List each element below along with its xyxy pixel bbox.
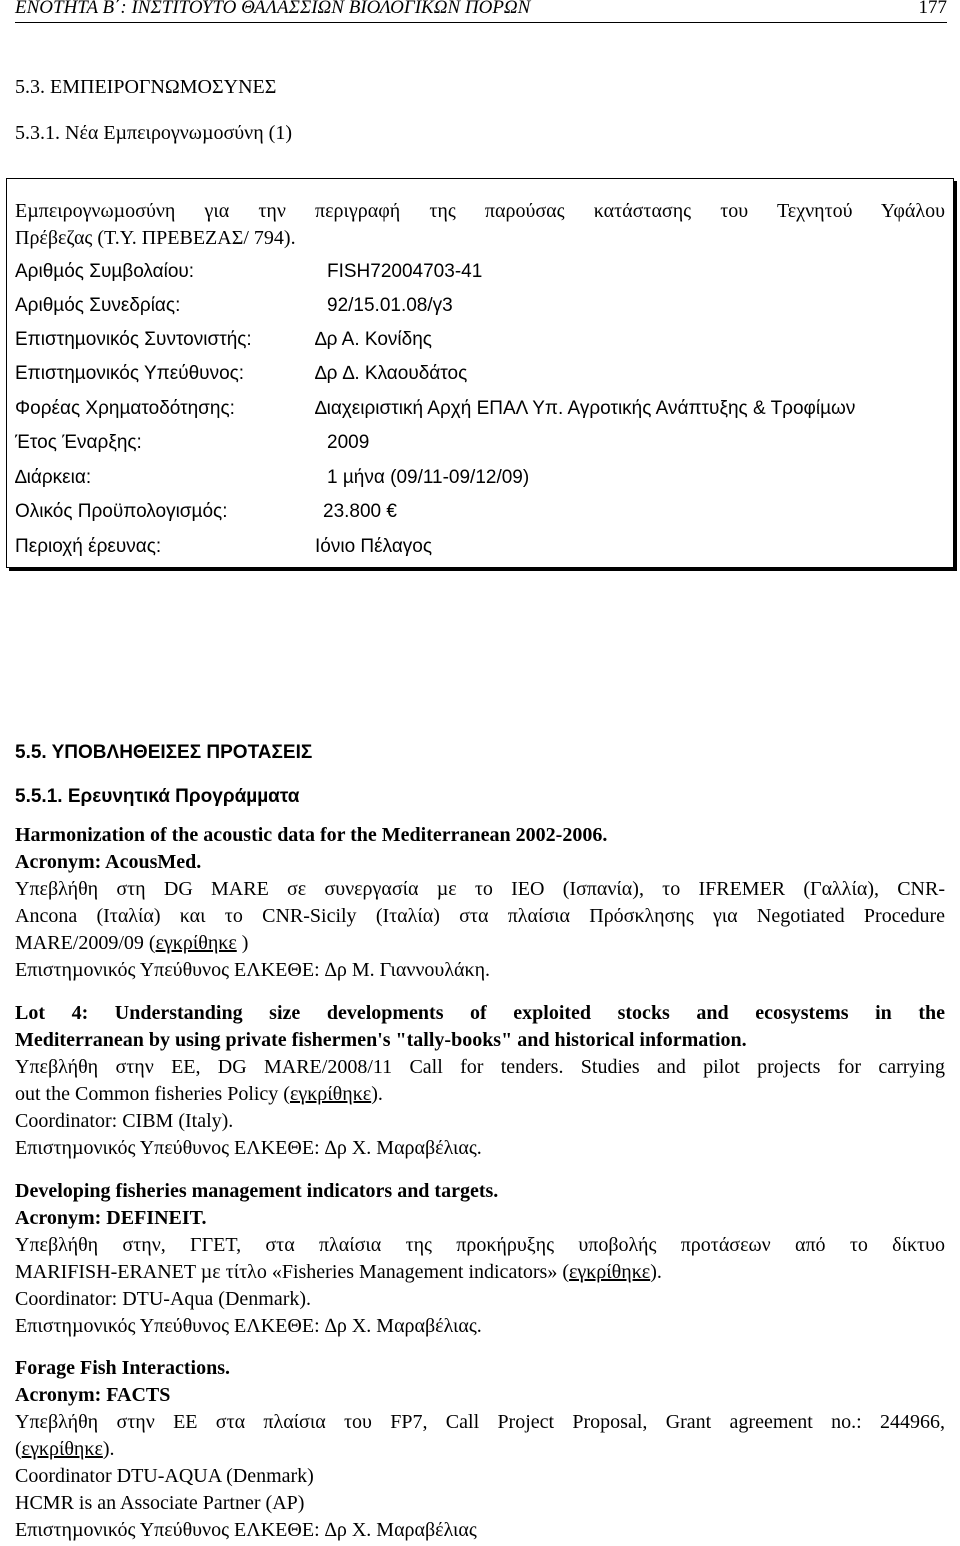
proposal-responsible: Επιστηµονικός Υπεύθυνος ΕΛΚΕΘΕ: ∆ρ Χ. Μαραβέλιας <box>15 1519 477 1541</box>
approved-link[interactable]: εγκρίθηκε <box>21 1438 103 1460</box>
proposal-coordinator: Coordinator: CIBM (Italy). <box>15 1110 234 1132</box>
proposal-desc-line: Υπεβλήθη στη DG MARE σε συνεργασία µε το IEO (Ισπανία), το IFREMER (Γαλλία), CNR- <box>15 878 945 900</box>
proposal-acousmed <box>15 822 945 984</box>
proposal-desc-line: Υπεβλήθη στην ΕΕ, DG MARE/2008/11 Call for tenders. Studies and pilot projects for carrying <box>15 1056 945 1078</box>
proposal-partner: HCMR is an Associate Partner (AP) <box>15 1492 305 1514</box>
row-scientific-coordinator: Επιστηµονικός Συντονιστής: ∆ρ Α. Κονίδης <box>15 329 432 350</box>
expertise-box <box>6 178 954 568</box>
row-funding-body: Φορέας Χρηµατοδότησης: ∆ιαχειριστική Αρχή ΕΠΑΛ Υπ. Αγροτικής Ανάπτυξης & Τροφίµων <box>15 398 856 419</box>
proposal-coordinator: Coordinator: DTU-Aqua (Denmark). <box>15 1288 312 1310</box>
header-title: ΕΝΟΤΗΤΑ Β΄: ΙΝΣΤΙΤΟΥΤΟ ΘΑΛΑΣΣΙΩΝ ΒΙΟΛΟΓΙΚΩΝ ΠΟΡΩΝ <box>15 0 531 18</box>
proposal-desc-line: MARE/2009/09 (εγκρίθηκε ) <box>15 932 249 954</box>
proposal-title: Forage Fish Interactions. <box>15 1357 230 1379</box>
proposal-desc-line: Ancona (Ιταλία) και το CNR-Sicily (Ιταλία) στα πλαίσια Πρόσκλησης για Negotiated Procedure <box>15 905 945 927</box>
row-contract-number: Αριθµός Συµβολαίου: FISH72004703-41 <box>15 261 483 282</box>
section-heading-5-3: 5.3. ΕΜΠΕΙΡΟΓΝΩΜΟΣΥΝΕΣ <box>15 76 277 98</box>
row-start-year: Έτος Έναρξης: 2009 <box>15 432 370 453</box>
proposal-desc-line: MARIFISH-ERANET µε τίτλο «Fisheries Management indicators» (εγκρίθηκε). <box>15 1261 662 1283</box>
row-research-area: Περιοχή έρευνας: Ιόνιο Πέλαγος <box>15 536 433 557</box>
row-duration: ∆ιάρκεια: 1 µήνα (09/11-09/12/09) <box>15 467 530 488</box>
proposal-acronym: Acronym: AcousMed. <box>15 851 202 873</box>
section-heading-5-5: 5.5. ΥΠΟΒΛΗΘΕΙΣΕΣ ΠΡΟΤΑΣΕΙΣ <box>15 742 313 763</box>
proposal-title: Developing fisheries management indicators and targets. <box>15 1180 499 1202</box>
proposal-title-line: Lot 4: Understanding size developments of exploited stocks and ecosystems in the <box>15 1002 945 1024</box>
proposal-lot4 <box>15 1000 945 1162</box>
section-heading-5-3-1: 5.3.1. Νέα Εµπειρογνωµοσύνη (1) <box>15 122 292 144</box>
proposal-defineit <box>15 1178 945 1340</box>
page-header <box>15 0 947 23</box>
proposal-responsible: Επιστηµονικός Υπεύθυνος ΕΛΚΕΘΕ: ∆ρ Χ. Μαραβέλιας. <box>15 1137 482 1159</box>
proposal-title-line: Mediterranean by using private fishermen's "tally-books" and historical information. <box>15 1029 747 1051</box>
proposal-acronym: Acronym: FACTS <box>15 1384 171 1406</box>
box-title-line2: Πρέβεζας (Τ.Υ. ΠΡΕΒΕΖΑΣ/ 794). <box>15 227 296 249</box>
proposal-acronym: Acronym: DEFINEIT. <box>15 1207 207 1229</box>
row-total-budget: Ολικός Προϋπολογισµός: 23.800 € <box>15 501 397 522</box>
proposal-coordinator: Coordinator DTU-AQUA (Denmark) <box>15 1465 314 1487</box>
proposal-responsible: Επιστηµονικός Υπεύθυνος ΕΛΚΕΘΕ: ∆ρ Μ. Γιαννουλάκη. <box>15 959 491 981</box>
row-scientific-responsible: Επιστηµονικός Υπεύθυνος: ∆ρ ∆. Κλαουδάτος <box>15 363 468 384</box>
proposal-desc-line: Υπεβλήθη στην ΕΕ στα πλαίσια του FP7, Call Project Proposal, Grant agreement no.: 244966, <box>15 1411 945 1433</box>
proposal-desc-line: (εγκρίθηκε). <box>15 1438 115 1460</box>
proposal-responsible: Επιστηµονικός Υπεύθυνος ΕΛΚΕΘΕ: ∆ρ Χ. Μαραβέλιας. <box>15 1315 482 1337</box>
proposal-title: Harmonization of the acoustic data for the Mediterranean 2002-2006. <box>15 824 608 846</box>
row-session-number: Αριθµός Συνεδρίας: 92/15.01.08/γ3 <box>15 295 453 316</box>
approved-link[interactable]: εγκρίθηκε <box>568 1261 651 1283</box>
proposal-facts <box>15 1355 945 1544</box>
box-title-line1: Εµπειρογνωµοσύνη για την περιγραφή της παρούσας κατάστασης του Τεχνητού Υφάλου <box>15 200 945 222</box>
section-heading-5-5-1: 5.5.1. Ερευνητικά Προγράµµατα <box>15 786 300 807</box>
page-number: 177 <box>918 0 947 18</box>
approved-link[interactable]: εγκρίθηκε <box>289 1083 372 1105</box>
approved-link[interactable]: εγκρίθηκε <box>155 932 237 954</box>
proposal-desc-line: out the Common fisheries Policy (εγκρίθηκε). <box>15 1083 383 1105</box>
proposal-desc-line: Υπεβλήθη στην, ΓΓΕΤ, στα πλαίσια της προκήρυξης υποβολής προτάσεων από το δίκτυο <box>15 1234 945 1256</box>
